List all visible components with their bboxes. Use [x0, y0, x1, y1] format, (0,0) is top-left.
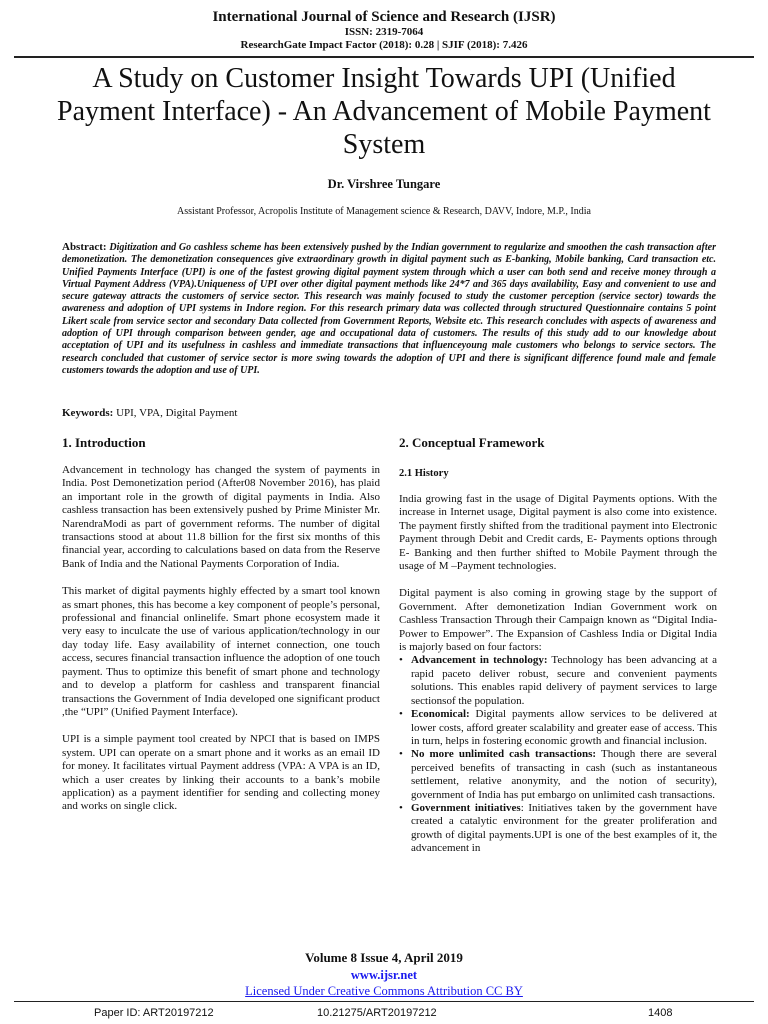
paper-title: A Study on Customer Insight Towards UPI (Unified Payment Interface) - An Advancement of Mobile Payment System [57, 63, 711, 160]
journal-issn: ISSN: 2319-7064 [344, 26, 424, 38]
footer-volume: Volume 8 Issue 4, April 2019 [305, 950, 463, 965]
doi: 10.21275/ART20197212 [317, 1007, 437, 1019]
list-item [399, 748, 717, 802]
intro-paragraph: Advancement in technology has changed the system of payments in India. Post Demonetization period (After08 November 2016), has plaid an important role in the growth of digital payments in India. Also cashless transaction has been extensively pushed by Prime Minister Mr. NarendraModi as part of government reforms. The number of digital transactions stood at about 11.8 billion for the first six months of this financial year, according to calculations based on data from the Reserve Bank of India and the National Payments Corporation of India. [62, 464, 380, 570]
bullet-icon: • [399, 748, 403, 761]
list-item [399, 654, 717, 708]
list-item-text: Digital payments allow services to be delivered at lower costs, afford greater scalability and greater ease of access. This in turn, helps in fostering economic growth and financial inclusion. [411, 708, 717, 747]
factor-list [399, 654, 717, 855]
abstract [62, 241, 716, 377]
section-heading-introduction: 1. Introduction [62, 435, 146, 450]
list-item-term: Advancement in technology: [411, 654, 548, 667]
list-item-term: Economical: [411, 708, 470, 721]
intro-paragraph: This market of digital payments highly effected by a smart tool known as smart phones, this has become a key component of people’s personal, professional and financial onlinelife. Smart phone ecosystem made it very easy to inculcate the use of various application/technology in our day today life. Easy availability of internet connection, one touch access, secures financial transaction influence the adoption of one touch payment. Thus to optimize this benefit of smart phone and technology and to develop a platform for cashless and transparent financial transactions the Government of India developed one significant product ,the “UPI” (Unified Payment Interface). [62, 585, 381, 718]
header-rule [14, 56, 754, 58]
journal-header [0, 8, 768, 52]
left-column [62, 434, 380, 828]
abstract-text: Digitization and Go cashless scheme has been extensively pushed by the Indian government to regularize and smoothen the cash transaction after demonetization. The demonetization consequences give extraordinary growth in digital payment such as E-banking, Mobile banking, Card transaction etc. Unified Payments Interface (UPI) is one of the fastest growing digital payment system through which a user can both send and receive money through a Virtual Payment Address (VPA).Uniqueness of UPI over other digital payment methods like 24*7 and 365 days availability, Easy and convenient to use and secure gateway attracts the customers of service sector. This research was mainly focused to study the customer perception (service sector) towards the awareness and adoption of UPI systems in Indore region. For this research primary data was collected through structured Questionnaire contains 5 point Likert scale from service sector and secondary Data collected from Government Reports, Website etc. This research concludes with aspects of awareness and adoption of UPI through comparison between gender, age and occupational data of customers. The results of this study add to our knowledge about acceptation of UPI and its usefulness in cashless and immediate transactions that influenceyoung male customers who belongs to service sectors. The research concluded that customer of service sector is more swing towards the adoption of UPI and there is significant difference found male and female customers towards the adoption and use of UPI. [62, 242, 716, 376]
bullet-icon: • [399, 708, 403, 721]
list-item [399, 802, 717, 856]
intro-paragraph: UPI is a simple payment tool created by NPCI that is based on IMPS system. UPI can operate on a smart phone and it works as an email ID for money. It facilitates virtual Payment address (VPA: A VPA is an ID, which a user creates by linking their accounts to a bank’s mobile application) as a payment identifier for sending and collecting money and works on single click. [62, 733, 380, 813]
abstract-label: Abstract: [62, 241, 107, 253]
paper-id: Paper ID: ART20197212 [94, 1007, 214, 1019]
section-heading-conceptual-framework: 2. Conceptual Framework [399, 435, 545, 450]
journal-website-link[interactable]: www.ijsr.net [350, 968, 418, 982]
list-item-text: : Initiatives taken by the government have created a catalytic environment for the greater proliferation and growth of digital payments.UPI is one of the best examples of it, the advancement in [411, 801, 717, 855]
history-paragraph: Digital payment is also coming in growing stage by the support of Government. After demonetization Indian Government work on Cashless Transaction Through their Campaign known as “Digital India- Power to Empower”. The Expansion of Cashless India or Digital India is majorly based on four factors: [399, 587, 717, 654]
author-affiliation: Assistant Professor, Acropolis Institute of Management science & Research, DAVV, Indore, M.P., India [177, 206, 591, 217]
subsection-heading-history: 2.1 History [399, 468, 449, 479]
bullet-icon: • [399, 801, 403, 814]
footer-rule [14, 1001, 754, 1002]
journal-impact-factor: ResearchGate Impact Factor (2018): 0.28 | SJIF (2018): 7.426 [240, 39, 528, 51]
list-item-text: Though there are several perceived benefits of transacting in cash (such as instantaneous settlement, relative anonymity, and the notion of security), government of India has put embargo on unlimited cash transactions. [411, 748, 717, 801]
list-item-term: Government initiatives [411, 801, 521, 814]
keywords [62, 407, 716, 419]
page-number: 1408 [648, 1007, 673, 1019]
list-item [399, 708, 717, 748]
right-column [399, 434, 717, 856]
bullet-icon: • [399, 654, 403, 667]
keywords-text: UPI, VPA, Digital Payment [116, 407, 238, 419]
history-paragraph: India growing fast in the usage of Digital Payments options. With the increase in Internet usage, Digital payment is also come into existence. The payment firstly shifted from the traditional payment into Electronic Payment through Debit and Credit cards, E- Payments options through E- Banking and then further shifted to Mobile Payment through the usage of M –Payment technologies. [399, 493, 717, 573]
journal-name: International Journal of Science and Research (IJSR) [212, 9, 556, 25]
license-link[interactable]: Licensed Under Creative Commons Attribution CC BY [245, 984, 523, 998]
keywords-label: Keywords: [62, 407, 114, 419]
list-item-text: Technology has been advancing at a rapid paceto deliver robust, secure and convenient payments solutions. This enables rapid delivery of payment services to large sectionsof the population. [411, 654, 718, 707]
list-item-term: No more unlimited cash transactions: [411, 748, 597, 761]
author-name: Dr. Virshree Tungare [327, 177, 441, 191]
